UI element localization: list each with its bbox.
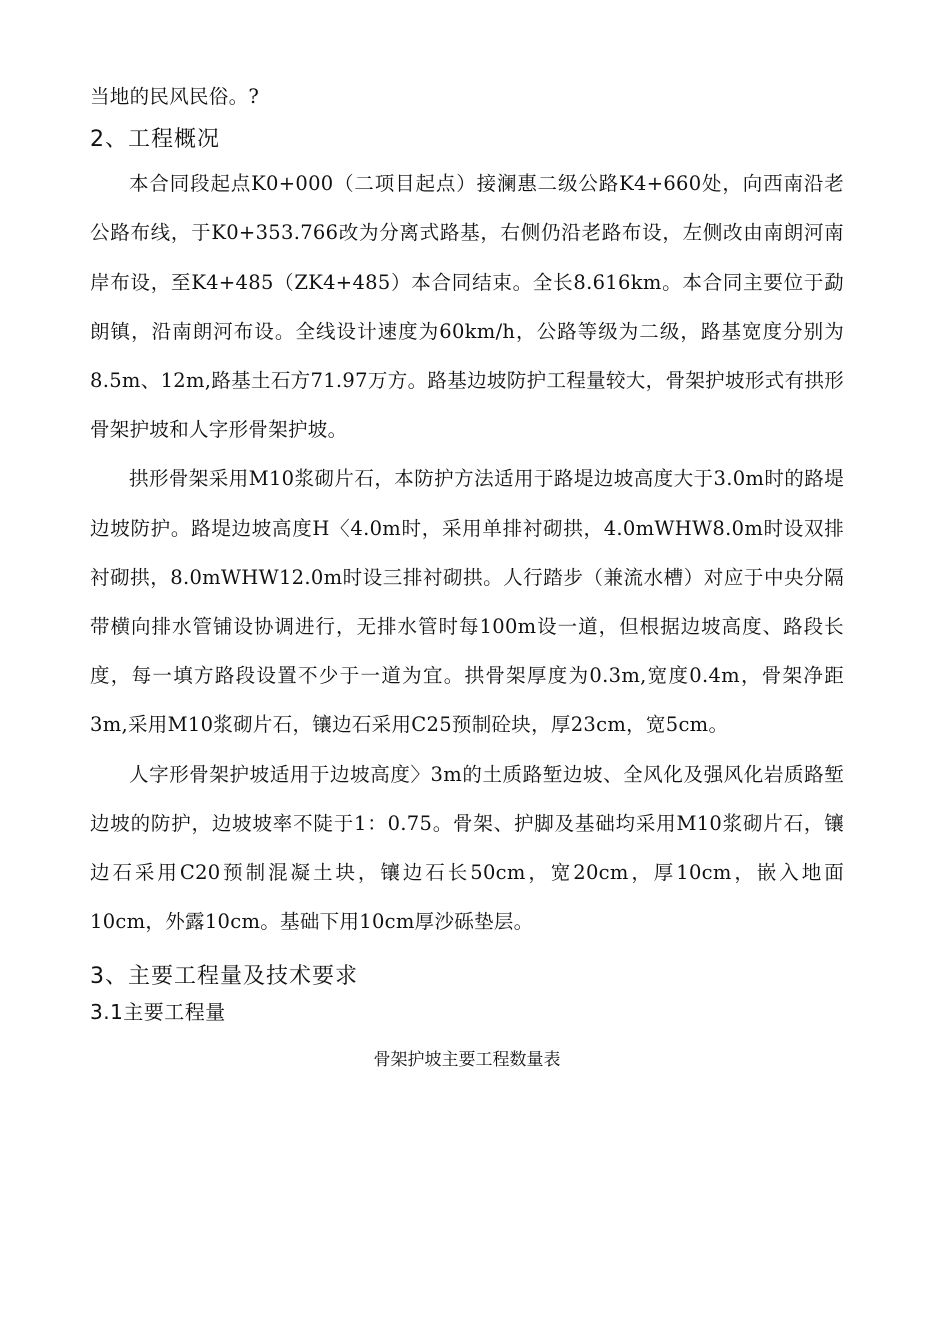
document-page (90, 72, 844, 1072)
project-overview-paragraph: 本合同段起点K0+000（二项目起点）接澜惠二级公路K4+660处，向西南沿老公路布线，于K0+353.766改为分离式路基，右侧仍沿老路布设，左侧改由南朗河南岸布设，至K4+485（ZK4+485）本合同结束。全长8.616km。本合同主要位于勐朗镇，沿南朗河布设。全线设计速度为60km/h，公路等级为二级，路基宽度分别为8.5m、12m,路基土石方71.97万方。路基边坡防护工程量较大，骨架护坡形式有拱形骨架护坡和人字形骨架护坡。 (90, 172, 844, 442)
arch-frame-paragraph: 拱形骨架采用M10浆砌片石，本防护方法适用于路堤边坡高度大于3.0m时的路堤边坡防护。路堤边坡高度H〈4.0m时，采用单排衬砌拱，4.0mWHW8.0m时设双排衬砌拱，8.0mWHW12.0m时设三排衬砌拱。人行踏步（兼流水槽）对应于中央分隔带横向排水管铺设协调进行，无排水管时每100m设一道，但根据边坡高度、路段长度，每一填方路段设置不少于一道为宜。拱骨架厚度为0.3m,宽度0.4m，骨架净距3m,采用M10浆砌片石，镶边石采用C25预制砼块，厚23cm，宽5cm。 (90, 467, 844, 737)
section-3-heading: 3、主要工程量及技术要求 (90, 964, 358, 990)
herringbone-frame-paragraph: 人字形骨架护坡适用于边坡高度〉3m的土质路堑边坡、全风化及强风化岩质路堑边坡的防护，边坡坡率不陡于1：0.75。骨架、护脚及基础均采用M10浆砌片石，镶边石采用C20预制混凝土块，镶边石长50cm，宽20cm，厚10cm，嵌入地面10cm，外露10cm。基础下用10cm厚沙砾垫层。 (90, 762, 844, 934)
table-caption: 骨架护坡主要工程数量表 (373, 1050, 561, 1071)
section-2-heading: 2、工程概况 (90, 127, 220, 153)
section-3-1-heading: 3.1主要工程量 (90, 1000, 226, 1025)
intro-tail-text: 当地的民风民俗。? (90, 85, 260, 108)
